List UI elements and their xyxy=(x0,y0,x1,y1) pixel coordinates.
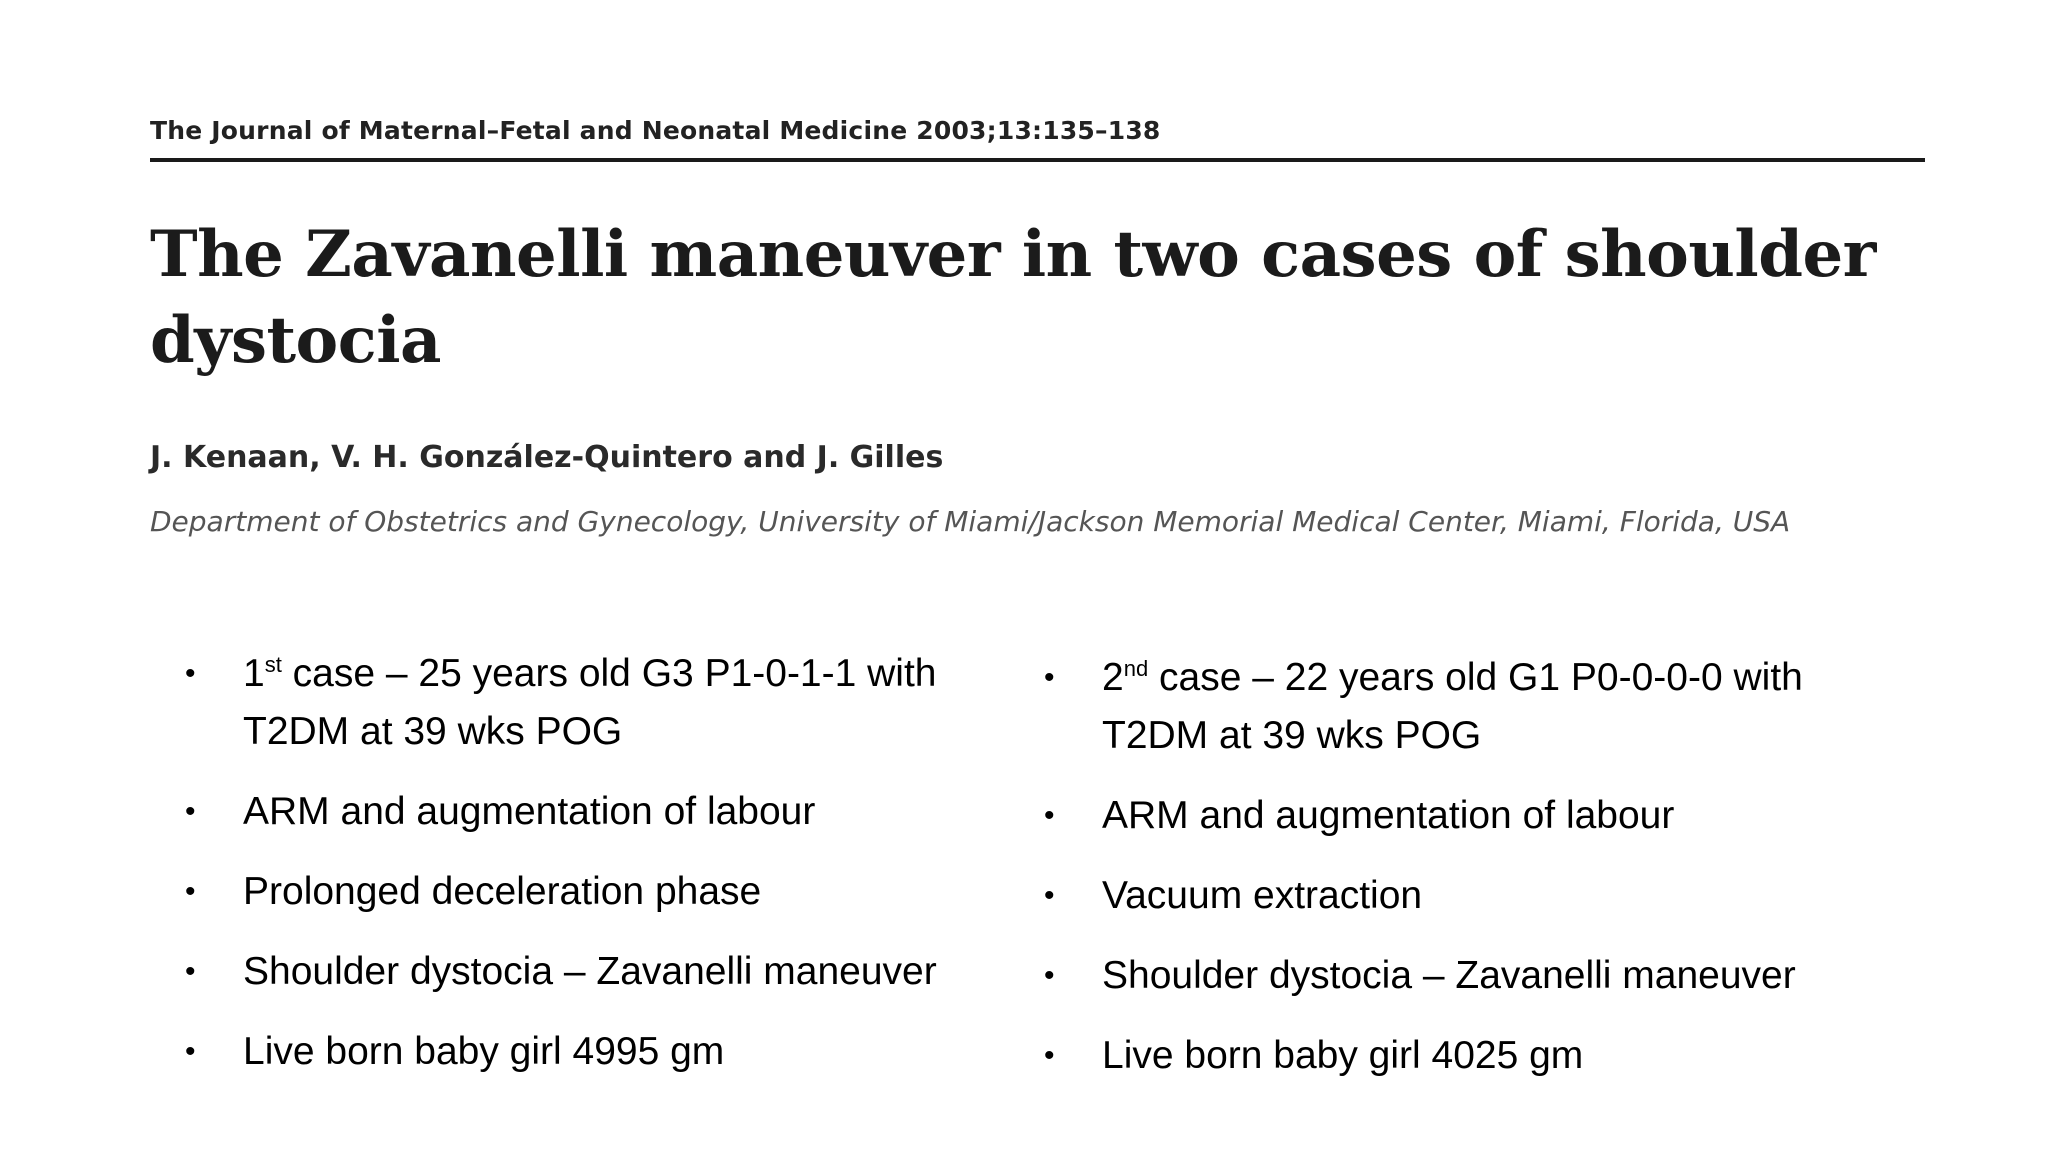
bullet: • xyxy=(185,795,196,828)
bullet: • xyxy=(185,955,196,988)
case-1-item-text: Live born baby girl 4995 gm xyxy=(243,1030,725,1073)
case-2-ordinal-suffix: nd xyxy=(1123,656,1149,681)
case-2-item xyxy=(1044,1027,1904,1085)
case-2-item xyxy=(1044,947,1904,1005)
case-1-item-text: Shoulder dystocia – Zavanelli maneuver xyxy=(243,950,937,993)
case-2-item-text: Live born baby girl 4025 gm xyxy=(1102,1034,1584,1077)
case-1-item xyxy=(185,783,1025,841)
case-1-item xyxy=(185,863,1025,921)
journal-header-clipping xyxy=(150,116,1925,543)
bullet: • xyxy=(1044,959,1055,992)
bullet: • xyxy=(1044,661,1055,694)
case-1-item-text: Prolonged deceleration phase xyxy=(243,870,762,913)
journal-citation: The Journal of Maternal–Fetal and Neonatal Medicine 2003;13:135–138 xyxy=(150,116,1161,145)
case-1-summary xyxy=(185,645,1025,761)
case-2-number: 2 xyxy=(1102,656,1124,699)
case-2-summary-text: case – 22 years old G1 P0-0-0-0 with T2DM at 39 wks POG xyxy=(1102,656,1803,757)
case-1-summary-text: case – 25 years old G3 P1-0-1-1 with T2DM at 39 wks POG xyxy=(243,652,937,753)
case-2-item-text: Shoulder dystocia – Zavanelli maneuver xyxy=(1102,954,1796,997)
bullet: • xyxy=(1044,799,1055,832)
case-1-item xyxy=(185,943,1025,1001)
case-2-item-text: Vacuum extraction xyxy=(1102,874,1423,917)
case-1-item xyxy=(185,1023,1025,1081)
case-1-item-text: ARM and augmentation of labour xyxy=(243,790,816,833)
bullet: • xyxy=(185,657,196,690)
header-rule xyxy=(150,158,1925,162)
case-2-item xyxy=(1044,787,1904,845)
bullet: • xyxy=(1044,879,1055,912)
bullet: • xyxy=(185,1035,196,1068)
paper-authors: J. Kenaan, V. H. González-Quintero and J. Gilles xyxy=(150,440,944,475)
bullet: • xyxy=(1044,1039,1055,1072)
case-2-item-text: ARM and augmentation of labour xyxy=(1102,794,1675,837)
case-1-list xyxy=(185,645,1025,1103)
case-2-summary xyxy=(1044,649,1904,765)
bullet: • xyxy=(185,875,196,908)
paper-title: The Zavanelli maneuver in two cases of shoulder dystocia xyxy=(150,217,1876,378)
case-2-item xyxy=(1044,867,1904,925)
case-1-ordinal-suffix: st xyxy=(264,652,282,677)
case-2-list xyxy=(1044,649,1904,1107)
paper-affiliation: Department of Obstetrics and Gynecology, University of Miami/Jackson Memorial Medical Center, Miami, Florida, USA xyxy=(150,505,1791,538)
case-1-number: 1 xyxy=(243,652,265,695)
